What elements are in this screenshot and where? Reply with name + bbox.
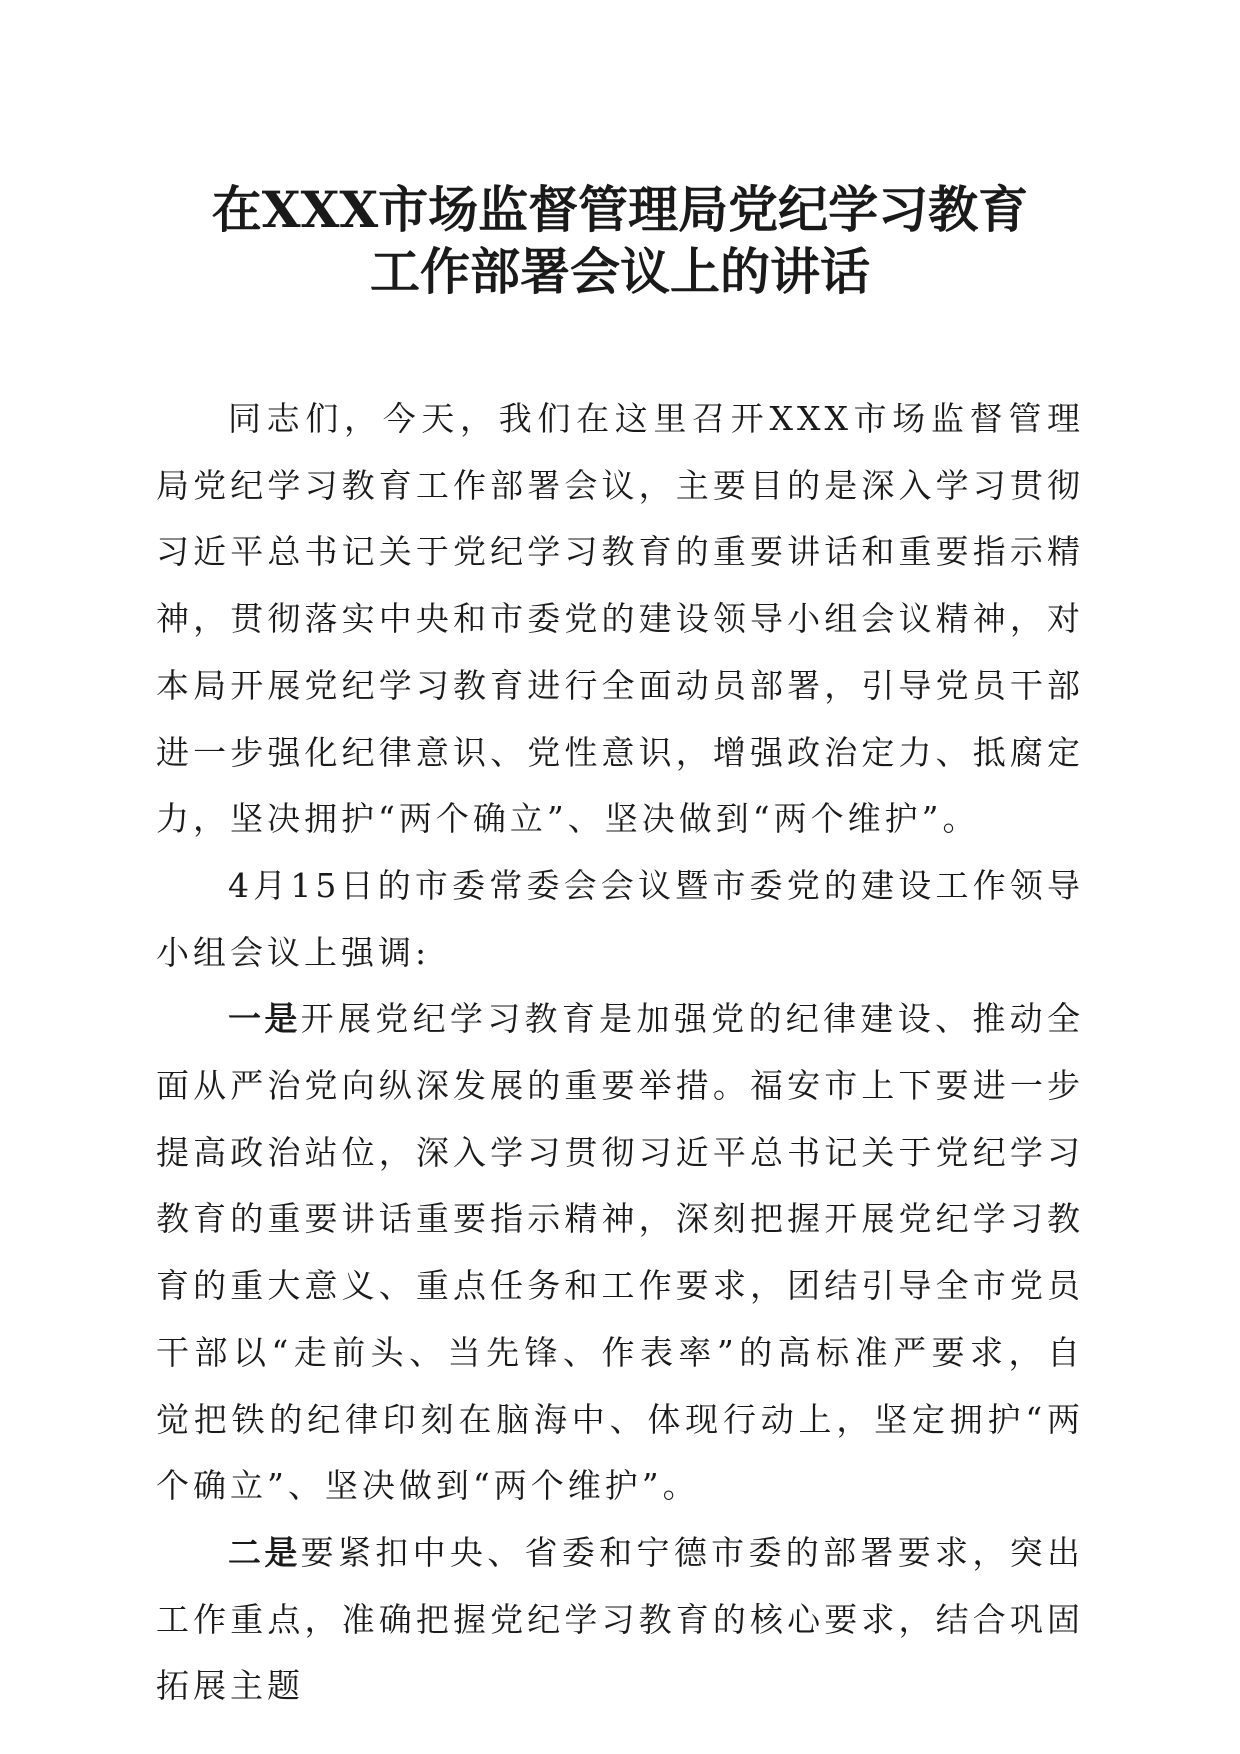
paragraph-point-two — [156, 1520, 1084, 1720]
paragraph-opening — [156, 386, 1084, 853]
paragraph-text: 同志们，今天，我们在这里召开XXX市场监督管理局党纪学习教育工作部署会议，主要目的是深入学习贯彻习近平总书记关于党纪学习教育的重要讲话和重要指示精神，贯彻落实中央和市委党的建设领导小组会议精神，对本局开展党纪学习教育进行全面动员部署，引导党员干部进一步强化纪律意识、党性意识，增强政治定力、抵腐定力，坚决拥护“两个确立”、坚决做到“两个维护”。 — [156, 399, 1084, 839]
document-title-line-2: 工作部署会议上的讲话 — [370, 242, 870, 301]
paragraph-text: 要紧扣中央、省委和宁德市委的部署要求，突出工作重点，准确把握党纪学习教育的核心要求，结合巩固拓展主题 — [156, 1532, 1085, 1706]
document-title-line-1: 在XXX市场监督管理局党纪学习教育 — [211, 180, 1029, 239]
paragraph-text: 4月15日的市委常委会会议暨市委党的建设工作领导小组会议上强调: — [156, 865, 1084, 972]
paragraph-point-one — [156, 986, 1084, 1520]
document-body — [156, 386, 1084, 1720]
paragraph-lead: 二是 — [228, 1532, 301, 1572]
paragraph-meeting-reference — [156, 853, 1084, 986]
paragraph-text: 开展党纪学习教育是加强党的纪律建设、推动全面从严治党向纵深发展的重要举措。福安市上下要进一步提高政治站位，深入学习贯彻习近平总书记关于党纪学习教育的重要讲话重要指示精神，深刻把握开展党纪学习教育的重大意义、重点任务和工作要求，团结引导全市党员干部以“走前头、当先锋、作表率”的高标准严要求，自觉把铁的纪律印刻在脑海中、体现行动上，坚定拥护“两个确立”、坚决做到“两个维护”。 — [156, 999, 1085, 1506]
paragraph-lead: 一是 — [228, 999, 301, 1039]
